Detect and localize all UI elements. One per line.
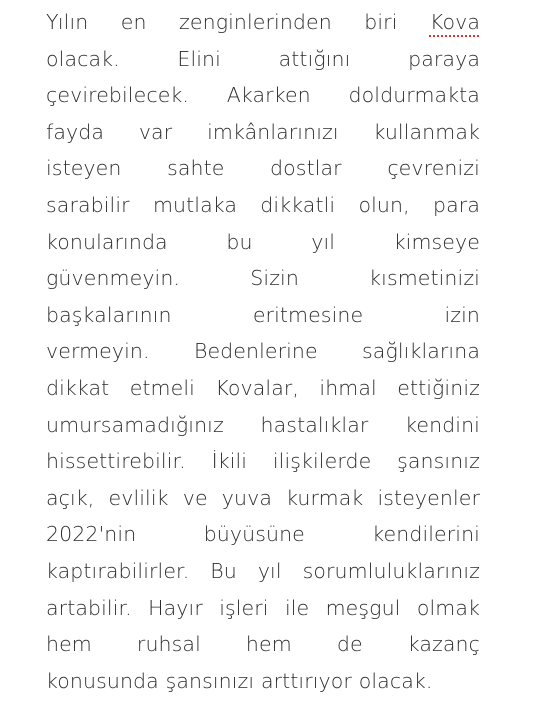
word: hissettirebilir. xyxy=(46,449,186,474)
word: kazanç xyxy=(407,632,480,657)
text-line xyxy=(46,626,480,663)
word: umursamadığınız xyxy=(46,412,224,437)
word: olacak. xyxy=(358,668,433,693)
word: kendilerini xyxy=(372,522,480,547)
word: ihmal xyxy=(319,375,377,400)
word: isteyen xyxy=(46,156,122,181)
word: açık, xyxy=(46,485,95,510)
word: zenginlerinden xyxy=(179,10,332,34)
text-line xyxy=(46,480,480,517)
word: kaptırabilirler. xyxy=(46,558,190,583)
word: sarabilir xyxy=(46,192,130,217)
word: vermeyin. xyxy=(46,339,150,364)
text-line xyxy=(46,663,480,700)
text-line xyxy=(46,333,480,370)
word: başkalarının xyxy=(46,302,172,327)
word: kurmak xyxy=(286,485,364,510)
keyword-link[interactable]: Kova xyxy=(429,10,480,34)
word: Sizin xyxy=(250,266,299,291)
word: sorumluluklarınız xyxy=(302,558,480,583)
word: de xyxy=(336,632,363,657)
word: olmak xyxy=(416,595,480,620)
word: attığını xyxy=(278,46,351,71)
word: sağlıklarına xyxy=(362,339,480,364)
word: yuva xyxy=(221,485,272,510)
word: ruhsal xyxy=(136,632,201,657)
word: güvenmeyin. xyxy=(46,266,181,291)
word: etmeli xyxy=(129,375,195,400)
text-line xyxy=(46,553,480,590)
word: hastalıklar xyxy=(260,412,369,437)
word: dikkatli xyxy=(260,192,336,217)
word: kullanmak xyxy=(373,119,480,144)
word: Bedenlerine xyxy=(193,339,318,364)
word: fayda xyxy=(46,119,104,144)
text-line xyxy=(46,260,480,297)
word: ve xyxy=(182,485,208,510)
text-line xyxy=(46,4,480,41)
text-line xyxy=(46,41,480,78)
word: Yılın xyxy=(46,10,89,34)
word: olun, xyxy=(358,192,410,217)
word: büyüsüne xyxy=(203,522,305,547)
word: en xyxy=(120,10,147,34)
word: 2022'nin xyxy=(46,522,137,547)
word: dostlar xyxy=(270,156,342,181)
word: çevrenizi xyxy=(387,156,480,181)
word: hem xyxy=(46,632,92,657)
word: Bu xyxy=(210,558,237,583)
word: evlilik xyxy=(108,485,169,510)
text-line xyxy=(46,77,480,114)
word: biri xyxy=(364,10,398,34)
word: ilişkilerde xyxy=(272,449,372,474)
text-line xyxy=(46,407,480,444)
word: imkânlarınızı xyxy=(207,119,339,144)
word: eritmesine xyxy=(252,302,364,327)
word: çevirebilecek. xyxy=(46,83,189,108)
word: kendini xyxy=(405,412,480,437)
word: dikkat xyxy=(46,375,110,400)
text-line xyxy=(46,590,480,627)
word: Hayır xyxy=(148,595,203,620)
text-line xyxy=(46,516,480,553)
word: var xyxy=(138,119,173,144)
word: olacak. xyxy=(46,46,120,71)
word: işleri xyxy=(219,595,269,620)
word: para xyxy=(433,192,480,217)
word: Elini xyxy=(177,46,221,71)
word: Kovalar, xyxy=(215,375,300,400)
word: artabilir. xyxy=(46,595,132,620)
word: ile xyxy=(284,595,310,620)
word: Akarken xyxy=(226,83,311,108)
word: yıl xyxy=(257,558,282,583)
word: isteyenler xyxy=(377,485,480,510)
text-line xyxy=(46,150,480,187)
word: konularında xyxy=(46,229,168,254)
word: İkili xyxy=(211,449,248,474)
word: şansınızı xyxy=(165,668,255,693)
word: meşgul xyxy=(325,595,401,620)
text-line xyxy=(46,443,480,480)
word: konusunda xyxy=(46,668,159,693)
text-line xyxy=(46,370,480,407)
word: paraya xyxy=(408,46,480,71)
word: izin xyxy=(444,302,480,327)
word: ettiğiniz xyxy=(397,375,480,400)
word: hem xyxy=(245,632,292,657)
word: doldurmakta xyxy=(348,83,480,108)
word: yıl xyxy=(311,229,336,254)
word: sahte xyxy=(167,156,225,181)
text-line xyxy=(46,297,480,334)
text-line xyxy=(46,224,480,261)
text-line xyxy=(46,114,480,151)
article-body xyxy=(46,0,480,699)
text-line xyxy=(46,187,480,224)
word: kısmetinizi xyxy=(369,266,480,291)
word: şansınız xyxy=(397,449,480,474)
word: kimseye xyxy=(393,229,480,254)
word: arttırıyor xyxy=(260,668,352,693)
word: bu xyxy=(226,229,253,254)
word: mutlaka xyxy=(152,192,237,217)
